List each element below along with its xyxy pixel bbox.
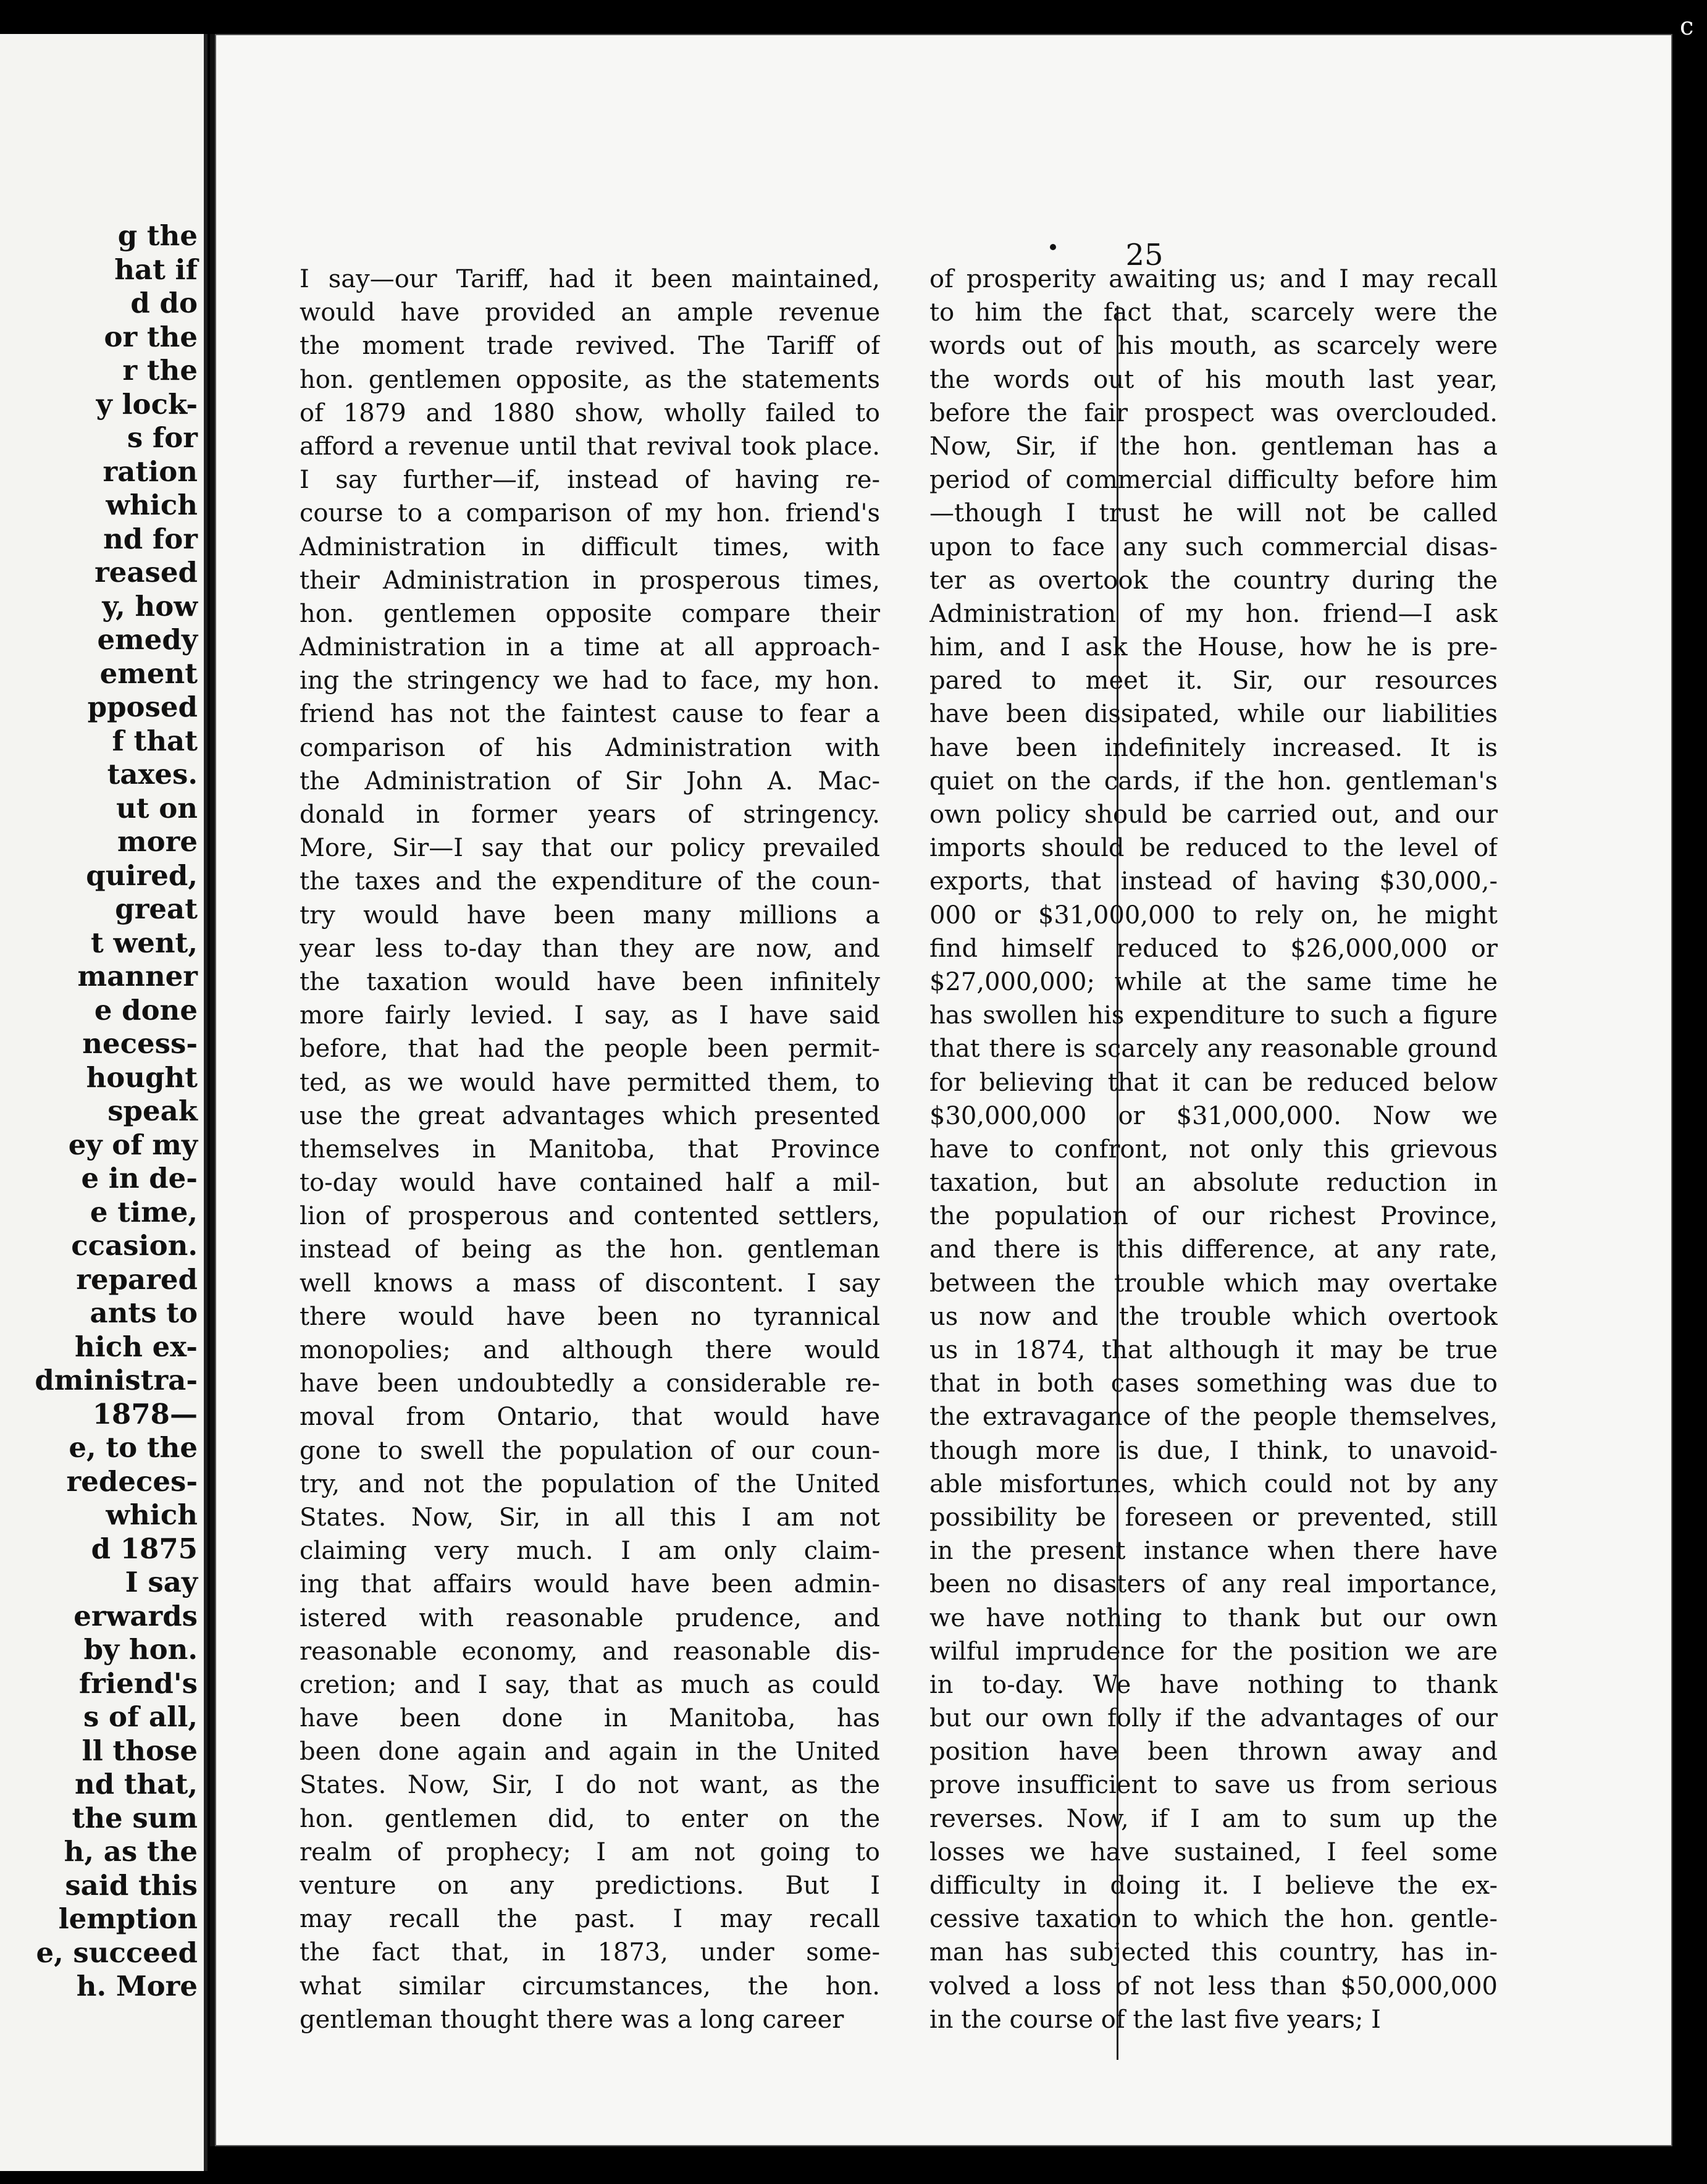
- text-line: losses we have sustained, I feel some: [929, 1838, 1498, 1867]
- text-line: States. Now, Sir, in all this I am not: [300, 1503, 880, 1532]
- margin-fragment: pposed: [87, 691, 198, 723]
- text-line: the taxation would have been infinitely: [300, 967, 880, 996]
- text-line: between the trouble which may overtake: [929, 1269, 1498, 1298]
- text-line: for believing that it can be reduced below: [929, 1068, 1498, 1097]
- text-line: imports should be reduced to the level of: [929, 834, 1498, 863]
- text-line: upon to face any such commercial disas-: [929, 532, 1498, 561]
- text-line: monopolies; and although there would: [300, 1336, 880, 1364]
- text-line: moval from Ontario, that would have: [300, 1403, 880, 1432]
- text-line: Administration in a time at all approach-: [300, 633, 880, 662]
- text-line: pared to meet it. Sir, our resources: [929, 666, 1498, 695]
- text-line: 000 or $31,000,000 to rely on, he might: [929, 901, 1498, 930]
- margin-fragment: or the: [104, 320, 198, 353]
- text-line: $27,000,000; while at the same time he: [929, 967, 1498, 996]
- margin-fragment: repared: [76, 1262, 198, 1296]
- margin-fragment: which: [106, 489, 198, 521]
- text-line: instead of being as the hon. gentleman: [300, 1235, 880, 1264]
- margin-fragment: lemption: [58, 1902, 198, 1935]
- margin-fragment: friend's: [78, 1666, 198, 1700]
- text-line: use the great advantages which presented: [300, 1101, 880, 1130]
- text-line: the fact that, in 1873, under some-: [300, 1938, 880, 1967]
- margin-fragment: ccasion.: [71, 1229, 198, 1262]
- text-line: us now and the trouble which overtook: [929, 1302, 1498, 1331]
- margin-fragment: hought: [86, 1060, 198, 1094]
- text-line: wilful imprudence for the position we are: [929, 1637, 1498, 1666]
- text-line: but our own folly if the advantages of our: [929, 1704, 1498, 1733]
- margin-fragment: speak: [107, 1094, 198, 1127]
- text-line: realm of prophecy; I am not going to: [300, 1838, 880, 1867]
- text-line: reverses. Now, if I am to sum up the: [929, 1804, 1498, 1833]
- text-line: the population of our richest Province,: [929, 1202, 1498, 1231]
- margin-fragment: taxes.: [107, 758, 198, 791]
- text-line: in to-day. We have nothing to thank: [929, 1670, 1498, 1699]
- text-line: More, Sir—I say that our policy prevailed: [300, 834, 880, 863]
- margin-fragment: more: [117, 825, 198, 858]
- text-line: taxation, but an absolute reduction in: [929, 1169, 1498, 1198]
- text-line: the Administration of Sir John A. Mac-: [300, 766, 880, 796]
- margin-fragment: reased: [94, 556, 198, 589]
- text-line: cessive taxation to which the hon. gentle-: [929, 1905, 1498, 1934]
- corner-mark: c: [1680, 12, 1694, 41]
- margin-fragment: quired,: [86, 859, 198, 892]
- margin-fragment: d do: [130, 287, 198, 319]
- margin-fragment: redeces-: [66, 1464, 198, 1498]
- text-line: the words out of his mouth last year,: [929, 365, 1498, 394]
- margin-fragment: said this: [65, 1868, 198, 1902]
- margin-fragment: h. More: [76, 1970, 198, 2002]
- margin-fragment: hat if: [114, 253, 198, 286]
- text-line: cretion; and I say, that as much as could: [300, 1670, 880, 1699]
- text-line: difficulty in doing it. I believe the ex-: [929, 1871, 1498, 1900]
- text-line: we have nothing to thank but our own: [929, 1603, 1498, 1632]
- text-line: has swollen his expenditure to such a figure: [929, 1001, 1498, 1030]
- text-line: Administration of my hon. friend—I ask: [929, 599, 1498, 628]
- text-line: though more is due, I think, to unavoid-: [929, 1436, 1498, 1465]
- margin-fragment: r the: [122, 354, 198, 387]
- margin-fragment: ey of my: [68, 1128, 198, 1161]
- text-line: comparison of his Administration with: [300, 733, 880, 762]
- text-line: gentleman thought there was a long career: [300, 2005, 844, 2034]
- text-line: hon. gentlemen opposite, as the statements: [300, 365, 880, 394]
- margin-fragment: f that: [112, 724, 198, 757]
- text-line: more fairly levied. I say, as I have said: [300, 1001, 880, 1030]
- text-line: course to a comparison of my hon. friend's: [300, 499, 880, 528]
- text-line: before, that had the people been permit-: [300, 1035, 880, 1064]
- text-line: gone to swell the population of our coun-: [300, 1436, 880, 1465]
- text-line: have been undoubtedly a considerable re-: [300, 1369, 880, 1398]
- text-line: friend has not the faintest cause to fear a: [300, 700, 880, 729]
- text-line: in the course of the last five years; I: [929, 2005, 1381, 2034]
- text-line: try, and not the population of the United: [300, 1469, 880, 1498]
- text-line: words out of his mouth, as scarcely were: [929, 332, 1498, 361]
- text-line: man has subjected this country, has in-: [929, 1938, 1498, 1967]
- text-line: I say further—if, instead of having re-: [300, 466, 880, 495]
- text-line: the taxes and the expenditure of the coun-: [300, 867, 880, 896]
- text-line: Now, Sir, if the hon. gentleman has a: [929, 432, 1498, 461]
- text-line: hon. gentlemen opposite compare their: [300, 599, 880, 628]
- text-line: have been dissipated, while our liabilities: [929, 700, 1498, 729]
- text-line: year less to-day than they are now, and: [300, 934, 880, 963]
- margin-fragment: s for: [127, 421, 198, 454]
- margin-fragment: t went,: [91, 926, 198, 959]
- text-line: have to confront, not only this grievous: [929, 1135, 1498, 1164]
- margin-fragment: erwards: [73, 1599, 198, 1632]
- text-line: the moment trade revived. The Tariff of: [300, 332, 880, 361]
- text-line: before the fair prospect was overclouded.: [929, 398, 1498, 427]
- text-line: of 1879 and 1880 show, wholly failed to: [300, 398, 880, 427]
- text-line: have been indefinitely increased. It is: [929, 733, 1498, 762]
- margin-fragment: ut on: [116, 791, 198, 825]
- text-line: exports, that instead of having $30,000,-: [929, 867, 1498, 896]
- text-line: well knows a mass of discontent. I say: [300, 1269, 880, 1298]
- margin-fragment: great: [115, 892, 198, 925]
- text-line: ter as overtook the country during the: [929, 566, 1498, 595]
- margin-fragment: s of all,: [83, 1700, 198, 1733]
- text-line: venture on any predictions. But I: [300, 1871, 880, 1900]
- margin-fragment: which: [106, 1498, 198, 1531]
- margin-fragment: the sum: [72, 1801, 198, 1834]
- margin-fragment: e in de-: [81, 1162, 198, 1195]
- text-line: him, and I ask the House, how he is pre-: [929, 633, 1498, 662]
- text-line: there would have been no tyrannical: [300, 1302, 880, 1331]
- margin-fragment: y lock-: [96, 387, 198, 421]
- margin-fragment: g the: [117, 219, 198, 252]
- margin-fragment: e time,: [90, 1195, 198, 1228]
- text-line: claiming very much. I am only claim-: [300, 1537, 880, 1566]
- margin-fragment: dministra-: [35, 1364, 198, 1396]
- text-line: ted, as we would have permitted them, to: [300, 1068, 880, 1097]
- text-column-right: [929, 262, 1498, 2036]
- margin-fragment: e, to the: [69, 1431, 198, 1464]
- text-line: us in 1874, that although it may be true: [929, 1336, 1498, 1364]
- text-line: themselves in Manitoba, that Province: [300, 1135, 880, 1164]
- text-line: I say—our Tariff, had it been maintained,: [300, 265, 880, 293]
- text-line: —though I trust he will not be called: [929, 499, 1498, 528]
- text-line: own policy should be carried out, and our: [929, 800, 1498, 829]
- margin-fragment: I say: [125, 1566, 198, 1598]
- page-dot-mark: [1050, 244, 1056, 250]
- margin-fragment: by hon.: [83, 1633, 198, 1666]
- text-line: donald in former years of stringency.: [300, 800, 880, 829]
- text-line: try would have been many millions a: [300, 901, 880, 930]
- text-line: what similar circumstances, the hon.: [300, 1972, 880, 2001]
- text-line: been no disasters of any real importance,: [929, 1570, 1498, 1599]
- margin-fragment: ll those: [82, 1734, 198, 1767]
- text-line: possibility be foreseen or prevented, still: [929, 1503, 1498, 1532]
- margin-fragment: y, how: [102, 589, 198, 623]
- margin-fragment: ration: [103, 455, 198, 488]
- text-line: ing the stringency we had to face, my hon.: [300, 666, 880, 695]
- margin-fragment: h, as the: [64, 1835, 198, 1868]
- text-line: to him the fact that, scarcely were the: [929, 298, 1498, 327]
- text-line: of prosperity awaiting us; and I may recall: [929, 265, 1498, 293]
- margin-fragment: 1878—: [92, 1397, 198, 1430]
- text-line: istered with reasonable prudence, and: [300, 1603, 880, 1632]
- text-line: period of commercial difficulty before him: [929, 466, 1498, 495]
- text-line: in the present instance when there have: [929, 1537, 1498, 1566]
- margin-fragment: necess-: [82, 1027, 198, 1060]
- facing-page-fragment: [0, 34, 208, 2171]
- margin-fragment: emedy: [97, 623, 198, 656]
- page-number: 25: [1125, 238, 1164, 272]
- text-line: that there is scarcely any reasonable ground: [929, 1035, 1498, 1064]
- text-line: reasonable economy, and reasonable dis-: [300, 1637, 880, 1666]
- margin-fragment: ants to: [90, 1296, 198, 1329]
- text-line: may recall the past. I may recall: [300, 1905, 880, 1934]
- text-line: the extravagance of the people themselves,: [929, 1403, 1498, 1432]
- margin-fragment: nd that,: [75, 1768, 198, 1800]
- text-column-left: [300, 262, 880, 2036]
- margin-fragment: hich ex-: [75, 1330, 198, 1363]
- text-line: ing that affairs would have been admin-: [300, 1570, 880, 1599]
- margin-fragment: d 1875: [91, 1532, 198, 1565]
- text-line: hon. gentlemen did, to enter on the: [300, 1804, 880, 1833]
- margin-fragment: e, succeed: [36, 1936, 198, 1969]
- text-line: prove insufficient to save us from serious: [929, 1771, 1498, 1800]
- margin-fragment: manner: [77, 960, 198, 993]
- text-line: and there is this difference, at any rate,: [929, 1235, 1498, 1264]
- text-line: find himself reduced to $26,000,000 or: [929, 934, 1498, 963]
- text-line: Administration in difficult times, with: [300, 532, 880, 561]
- text-line: that in both cases something was due to: [929, 1369, 1498, 1398]
- text-line: volved a loss of not less than $50,000,000: [929, 1972, 1498, 2001]
- text-line: quiet on the cards, if the hon. gentleman's: [929, 766, 1498, 796]
- margin-fragment: nd for: [103, 522, 198, 555]
- text-line: afford a revenue until that revival took place.: [300, 432, 880, 461]
- text-line: been done again and again in the United: [300, 1737, 880, 1766]
- margin-fragment: ement: [99, 657, 198, 690]
- text-line: would have provided an ample revenue: [300, 298, 880, 327]
- text-line: $30,000,000 or $31,000,000. Now we: [929, 1101, 1498, 1130]
- text-line: their Administration in prosperous times,: [300, 566, 880, 595]
- text-line: to-day would have contained half a mil-: [300, 1169, 880, 1198]
- text-line: have been done in Manitoba, has: [300, 1704, 880, 1733]
- text-line: position have been thrown away and: [929, 1737, 1498, 1766]
- text-line: able misfortunes, which could not by any: [929, 1469, 1498, 1498]
- margin-fragment: e done: [94, 993, 198, 1027]
- text-line: lion of prosperous and contented settlers,: [300, 1202, 880, 1231]
- text-line: States. Now, Sir, I do not want, as the: [300, 1771, 880, 1800]
